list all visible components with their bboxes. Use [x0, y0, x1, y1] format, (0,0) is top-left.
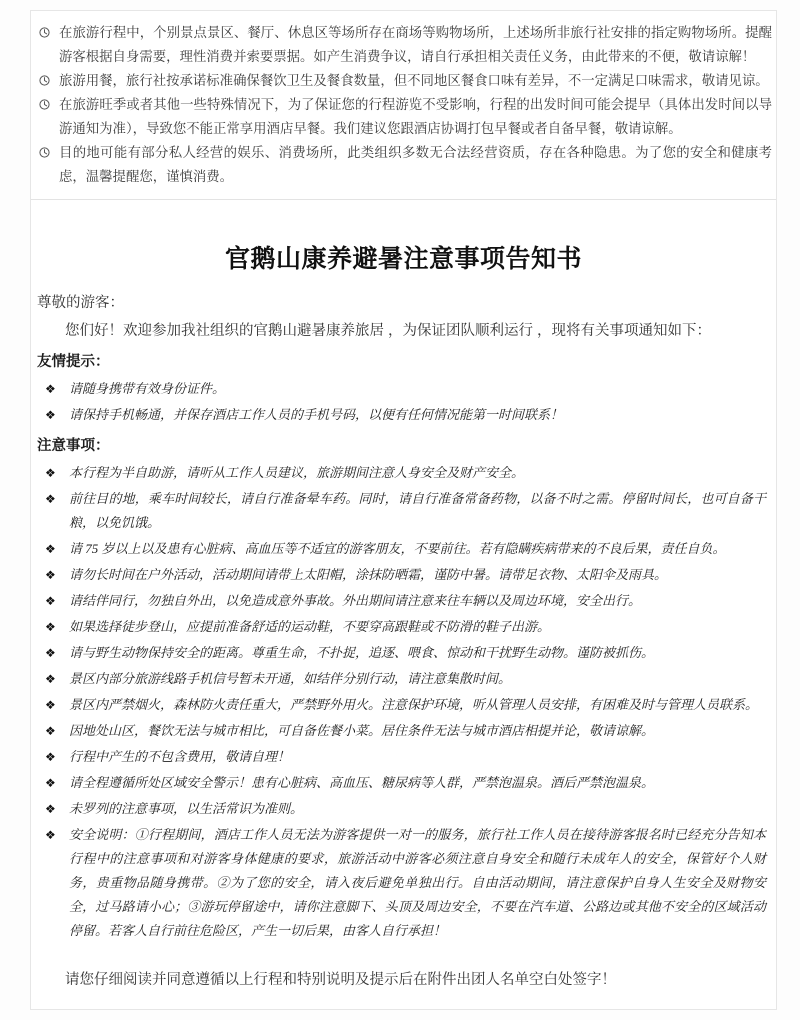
attention-item-text: 请全程遵循所处区域安全警示！患有心脏病、高血压、糖尿病等人群，严禁泡温泉。酒后严禁泡温泉。: [69, 775, 655, 790]
friendly-tip-text: 请随身携带有效身份证件。: [69, 381, 226, 396]
general-note-text: 旅游用餐，旅行社按承诺标准确保餐饮卫生及餐食数量，但不同地区餐食口味有差异，不一定满足口味需求，敬请见谅。: [59, 73, 769, 88]
attention-item-text: 因地处山区，餐饮无法与城市相比，可自备佐餐小菜。居住条件无法与城市酒店相提并论，敬请谅解。: [69, 723, 655, 738]
attention-item: [37, 771, 770, 795]
general-note-item: [38, 69, 772, 93]
diamond-bullet-icon: ❖: [45, 568, 56, 582]
diamond-bullet-icon: ❖: [45, 802, 56, 816]
clock-bullet-icon: [39, 75, 50, 86]
attention-list: [37, 461, 770, 943]
attention-item-text: 请与野生动物保持安全的距离。尊重生命，不扑捉，追逐、喂食、惊动和干扰野生动物。谨防被抓伤。: [69, 645, 655, 660]
diamond-bullet-icon: ❖: [45, 828, 56, 842]
friendly-tips-list: [37, 377, 770, 427]
notice-body-section: [31, 242, 776, 991]
attention-item: [37, 537, 770, 561]
attention-item: [37, 745, 770, 769]
diamond-bullet-icon: ❖: [45, 382, 56, 396]
diamond-bullet-icon: ❖: [45, 620, 56, 634]
attention-item-text: 前往目的地，乘车时间较长，请自行准备晕车药。同时，请自行准备常备药物，以备不时之需。停留时间长，也可自备干粮，以免饥饿。: [69, 491, 766, 530]
attention-item-text: 未罗列的注意事项，以生活常识为准则。: [69, 801, 304, 816]
salutation: 尊敬的游客：: [37, 295, 124, 311]
section-divider: [31, 199, 776, 200]
general-note-text: 目的地可能有部分私人经营的娱乐、消费场所，此类组织多数无合法经营资质，存在各种隐患。为了您的安全和健康考虑，温馨提醒您，谨慎消费。: [59, 145, 772, 184]
diamond-bullet-icon: ❖: [45, 698, 56, 712]
general-note-item: [38, 141, 772, 189]
greeting-paragraph: 您们好！欢迎参加我社组织的官鹅山避暑康养旅居 ，为保证团队顺利运行 ，现将有关事项通知如下：: [65, 323, 712, 339]
attention-item-text: 请勿长时间在户外活动，活动期间请带上太阳帽，涂抹防晒霜，谨防中暑。请带足衣物、太阳伞及雨具。: [69, 567, 668, 582]
friendly-tip-item: [37, 403, 770, 427]
attention-item-text: 请 75 岁以上以及患有心脏病、高血压等不适宜的游客朋友，不要前往。若有隐瞒疾病带来的不良后果，责任自负。: [69, 541, 726, 556]
general-notes-list: [38, 21, 772, 189]
friendly-tip-text: 请保持手机畅通，并保存酒店工作人员的手机号码，以便有任何情况能第一时间联系！: [69, 407, 564, 422]
general-note-item: [38, 93, 772, 141]
diamond-bullet-icon: ❖: [45, 492, 56, 506]
attention-item: [37, 667, 770, 691]
friendly-tip-item: [37, 377, 770, 401]
clock-bullet-icon: [39, 27, 50, 38]
attention-item: [37, 797, 770, 821]
clock-bullet-icon: [39, 147, 50, 158]
diamond-bullet-icon: ❖: [45, 466, 56, 480]
attention-item-text: 景区内严禁烟火，森林防火责任重大，严禁野外用火。注意保护环境，听从管理人员安排，有困难及时与管理人员联系。: [69, 697, 759, 712]
diamond-bullet-icon: ❖: [45, 724, 56, 738]
diamond-bullet-icon: ❖: [45, 750, 56, 764]
diamond-bullet-icon: ❖: [45, 776, 56, 790]
attention-item: [37, 693, 770, 717]
friendly-tips-label: 友情提示：: [37, 354, 110, 370]
attention-item-text: 行程中产生的不包含费用，敬请自理！: [69, 749, 291, 764]
diamond-bullet-icon: ❖: [45, 542, 56, 556]
attention-item-text: 如果选择徒步登山，应提前准备舒适的运动鞋，不要穿高跟鞋或不防滑的鞋子出游。: [69, 619, 551, 634]
document-page: [30, 10, 777, 1010]
diamond-bullet-icon: ❖: [45, 646, 56, 660]
general-note-text: 在旅游行程中，个别景点景区、餐厅、休息区等场所存在商场等购物场所，上述场所非旅行社安排的指定购物场所。提醒游客根据自身需要，理性消费并索要票据。如产生消费争议，请自行承担相关责任义务，由此带来的不便，敬请谅解！: [59, 25, 772, 64]
attention-item-text: 请结伴同行，勿独自外出，以免造成意外事故。外出期间请注意来往车辆以及周边环境，安全出行。: [69, 593, 642, 608]
diamond-bullet-icon: ❖: [45, 594, 56, 608]
attention-item: [37, 641, 770, 665]
attention-item: [37, 719, 770, 743]
diamond-bullet-icon: ❖: [45, 672, 56, 686]
general-note-item: [38, 21, 772, 69]
attention-item: [37, 461, 770, 485]
attention-item: [37, 563, 770, 587]
attention-item-text: 安全说明：①行程期间，酒店工作人员无法为游客提供一对一的服务，旅行社工作人员在接待游客报名时已经充分告知本行程中的注意事项和对游客身体健康的要求，旅游活动中游客必须注意自身安全和随行未成年人的安全，保管好个人财务，贵重物品随身携带。②为了您的安全，请入夜后避免单独出行。自由活动期间，请注意保护自身人生安全及财物安全，过马路请小心；③游玩停留途中，请你注意脚下、头顶及周边安全，不要在汽车道、公路边或其他不安全的区域活动停留。若客人自行前往危险区，产生一切后果，由客人自行承担！: [69, 827, 766, 938]
page-title: 官鹅山康养避暑注意事项告知书: [224, 245, 582, 273]
diamond-bullet-icon: ❖: [45, 408, 56, 422]
clock-bullet-icon: [39, 99, 50, 110]
attention-item-text: 本行程为半自助游，请听从工作人员建议，旅游期间注意人身安全及财产安全。: [69, 465, 525, 480]
signature-instruction: 请您仔细阅读并同意遵循以上行程和特别说明及提示后在附件出团人名单空白处签字！: [65, 972, 616, 988]
attention-label: 注意事项：: [37, 438, 110, 454]
general-note-text: 在旅游旺季或者其他一些特殊情况下，为了保证您的行程游览不受影响，行程的出发时间可能会提早（具体出发时间以导游通知为准），导致您不能正常享用酒店早餐。我们建议您跟酒店协调打包早餐或者自备早餐，敬请谅解。: [59, 97, 772, 136]
attention-item: [37, 823, 770, 943]
attention-item: [37, 589, 770, 613]
attention-item: [37, 615, 770, 639]
general-notes-section: [31, 11, 776, 195]
attention-item: [37, 487, 770, 535]
attention-item-text: 景区内部分旅游线路手机信号暂未开通，如结伴分别行动，请注意集散时间。: [69, 671, 512, 686]
